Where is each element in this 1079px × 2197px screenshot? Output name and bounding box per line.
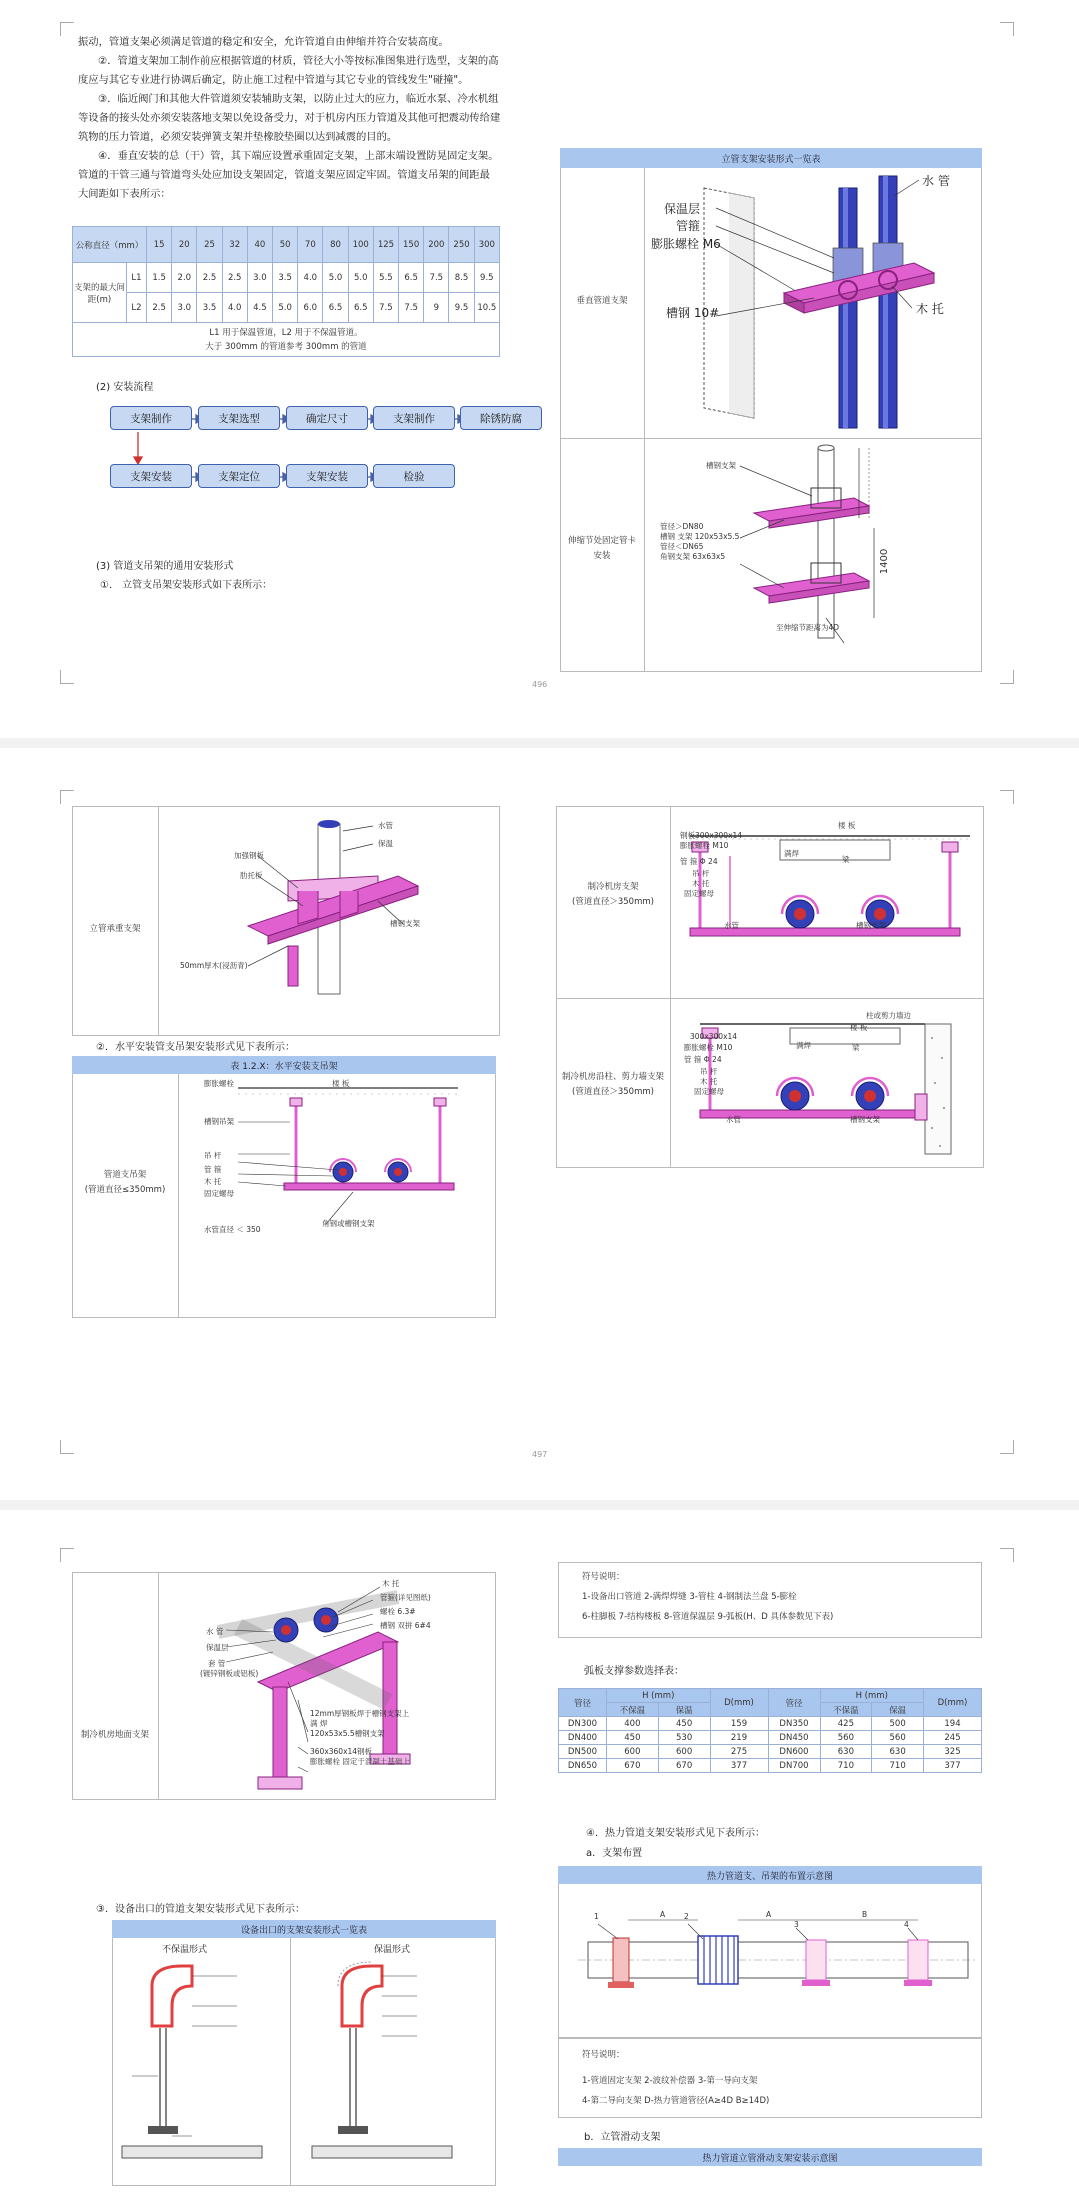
row-label: 支架的最大间距(m) [73, 263, 127, 323]
legend-line: 1-设备出口管道 2-满焊焊缝 3-管柱 4-钢制法兰盘 5-膨栓 [582, 1592, 797, 1602]
dimension-label: B [862, 1910, 868, 1919]
callout: 槽钢吊架 [204, 1117, 234, 1126]
row-name: L1 [127, 263, 147, 293]
dimension-label: A [660, 1910, 666, 1919]
row-label-sub: (管道直径＞350mm) [572, 897, 654, 907]
page-498 [0, 1510, 1079, 2197]
legend-title: 符号说明： [582, 1572, 625, 1582]
corner-mark [60, 1548, 74, 1562]
cell: 560 [872, 1731, 924, 1745]
cell: 560 [820, 1731, 872, 1745]
legend-line: 4-第二导向支架 D-热力管道管径(A≥4D B≥14D) [582, 2096, 770, 2106]
callout: 360x360x14钢板 [310, 1747, 373, 1756]
section-subtitle: ④．热力管道支架安装形式见下表所示： [586, 1828, 765, 1839]
cell: 5.0 [273, 293, 298, 323]
cell: DN700 [768, 1759, 820, 1773]
row-label-text: 管道支吊架 [103, 1170, 147, 1180]
paragraph: 振动，管道支架必须满足管道的稳定和安全，允许管道自由伸缩并符合安装高度。 [78, 36, 449, 48]
section-title: (3) 管道支吊架的通用安装形式 [96, 561, 234, 572]
page-number: 496 [532, 680, 548, 689]
callout: 水 管 [922, 174, 950, 188]
row-label-text: 制冷机房沿柱、剪力墙支架 [561, 1072, 664, 1082]
callout: 水管 [726, 1115, 741, 1124]
callout: 膨胀螺栓 [204, 1079, 234, 1088]
header-cell: H (mm) [820, 1689, 924, 1703]
flow-step: 支架制作 [373, 406, 455, 430]
flow-step: 检验 [373, 464, 455, 488]
header-cell: 保温 [658, 1703, 710, 1717]
paragraph: 大间距如下表所示： [78, 188, 171, 200]
callout: 水 管 [206, 1627, 224, 1636]
paragraph: 筑物的压力管道，必须安装弹簧支架并垫橡胶垫圈以达到减震的目的。 [78, 131, 398, 143]
row-label: 垂直管道支架 [576, 296, 628, 306]
callout: 柱或剪力墙边 [866, 1011, 911, 1020]
callout: 管箍(详见图纸) [380, 1593, 431, 1602]
cell: 2.5 [147, 293, 172, 323]
callout: 固定螺母 [684, 889, 714, 898]
legend-line: 6-柱脚板 7-结构楼板 8-管道保温层 9-弧板(H、D 具体参数见下表) [582, 1612, 834, 1622]
cell: 377 [710, 1759, 768, 1773]
header-cell: 70 [298, 227, 323, 263]
cell: 6.5 [323, 293, 348, 323]
cell: 5.0 [348, 263, 373, 293]
callout: 角钢支架 63x63x5 [660, 552, 726, 561]
cell: 6.5 [399, 263, 424, 293]
cell: 159 [710, 1717, 768, 1731]
cell: 3.0 [247, 263, 272, 293]
flow-step: 支架制作 [110, 406, 192, 430]
callout: 槽钢 支架 120x53x5.5 [660, 532, 740, 541]
cell: 600 [658, 1745, 710, 1759]
cell: 4.5 [247, 293, 272, 323]
row-label [76, 1168, 174, 1198]
table-title: 设备出口的支架安装形式一览表 [112, 1920, 496, 1938]
cell: DN400 [559, 1731, 607, 1745]
callout: 木 托 [692, 879, 710, 888]
header-cell: 50 [273, 227, 298, 263]
header-cell: 250 [449, 227, 474, 263]
header-cell: 管径 [559, 1689, 607, 1717]
callout: 钢板300x300x14 [680, 831, 743, 840]
callout: 保温 [378, 839, 393, 848]
callout: 膨胀螺栓 M10 [684, 1043, 733, 1052]
callout: 保温层 [664, 202, 701, 216]
flow-step: 支架安装 [110, 464, 192, 488]
sub-heading: b．立管滑动支架 [584, 2132, 661, 2143]
callout: 12mm厚钢板焊于槽钢支架上 [310, 1709, 410, 1718]
header-cell: H (mm) [607, 1689, 711, 1703]
section-subtitle: ①． 立管支吊架安装形式如下表所示： [100, 580, 273, 591]
note-line: 大于 300mm 的管道参考 300mm 的管道 [205, 341, 367, 352]
callout: 吊 杆 [700, 1067, 718, 1076]
cell: DN350 [768, 1717, 820, 1731]
paragraph: 度应与其它专业进行协调后确定，防止施工过程中管道与其它专业的管线发生"碰撞"。 [78, 74, 469, 86]
callout: 楼 板 [838, 821, 856, 830]
callout: 300x300x14 [690, 1032, 738, 1041]
header-cell: 100 [348, 227, 373, 263]
flow-step: 支架定位 [198, 464, 280, 488]
callout: 固定螺母 [204, 1189, 234, 1198]
header-cell: D(mm) [924, 1689, 982, 1717]
cell: 245 [924, 1731, 982, 1745]
paragraph: ②．管道支架加工制作前应根据管道的材质，管径大小等按标准图集进行选型，支架的高 [98, 55, 499, 67]
cell: 194 [924, 1717, 982, 1731]
corner-mark [1000, 1548, 1014, 1562]
cell: 710 [872, 1759, 924, 1773]
callout: 膨胀螺栓 M6 [651, 237, 721, 251]
header-cell: 80 [323, 227, 348, 263]
corner-mark [60, 1440, 74, 1454]
callout: 槽钢支架 [850, 1115, 880, 1124]
callout: 管 箍 Φ 24 [680, 857, 718, 866]
cell: 7.5 [399, 293, 424, 323]
header-cell: 20 [172, 227, 197, 263]
cell: 5.0 [323, 263, 348, 293]
paragraph: 等设备的接头处亦须安装落地支架以免设备受力，对于机房内压力管道及其他可把震动传给建 [78, 112, 501, 124]
cell: 630 [820, 1745, 872, 1759]
flow-step: 确定尺寸 [286, 406, 368, 430]
callout: 固定螺母 [694, 1087, 724, 1096]
cell: DN600 [768, 1745, 820, 1759]
cell: DN300 [559, 1717, 607, 1731]
callout: 楼 板 [850, 1023, 868, 1032]
cell: 6.5 [348, 293, 373, 323]
callout: 120x53x5.5槽钢支架 [310, 1729, 385, 1738]
callout: 螺栓 6.3# [380, 1607, 416, 1616]
equip-outlet-drawing [112, 1956, 496, 2186]
flow-step: 支架安装 [286, 464, 368, 488]
cell: 2.0 [172, 263, 197, 293]
cell: 3.5 [273, 263, 298, 293]
cell: 2.5 [197, 263, 222, 293]
header-cell: 32 [222, 227, 247, 263]
row-label: 立管承重支架 [89, 924, 141, 934]
callout: 槽钢支架 [706, 461, 736, 470]
cell: 7.5 [373, 293, 398, 323]
callout: 管径＞DN80 [660, 522, 704, 531]
header-cell: 125 [373, 227, 398, 263]
table-title: 热力管道支、吊架的布置示意图 [558, 1866, 982, 1884]
callout: 套 管 [208, 1659, 226, 1668]
callout: 角钢或槽钢支架 [322, 1219, 375, 1228]
callout: 管 箍 Φ 24 [684, 1055, 722, 1064]
header-cell: 300 [474, 227, 499, 263]
table-title: 立管支架安装形式一览表 [560, 148, 982, 168]
row-label [558, 1070, 668, 1100]
section-subtitle: 弧板支撑参数选择表： [584, 1666, 684, 1677]
corner-mark [60, 790, 74, 804]
dimension-label: A [766, 1910, 772, 1919]
corner-mark [1000, 790, 1014, 804]
callout: 水管 [378, 821, 393, 830]
callout: 水管直径 ＜ 350 [204, 1225, 261, 1234]
cell: 670 [607, 1759, 659, 1773]
cell: 219 [710, 1731, 768, 1745]
row-label-sub: (管道直径＞350mm) [572, 1087, 654, 1097]
cell: 275 [710, 1745, 768, 1759]
cell: 9.5 [474, 263, 499, 293]
callout: 至伸缩节距离为4D [776, 623, 840, 632]
callout: 50mm厚木(浸沥青) [180, 961, 248, 970]
callout: 梁 [852, 1043, 860, 1052]
cell: 3.0 [172, 293, 197, 323]
cell: 6.0 [298, 293, 323, 323]
cell: 530 [658, 1731, 710, 1745]
cell: 710 [820, 1759, 872, 1773]
row-label-text: 制冷机房支架 [587, 882, 639, 892]
header-cell: 150 [399, 227, 424, 263]
cell: DN650 [559, 1759, 607, 1773]
cell: 500 [872, 1717, 924, 1731]
cell: 325 [924, 1745, 982, 1759]
section-title: (2) 安装流程 [96, 382, 154, 393]
callout: 木 托 [204, 1177, 222, 1186]
callout: 梁 [842, 855, 850, 864]
table-title: 热力管道立管滑动支架安装示意图 [558, 2148, 982, 2166]
callout: 膨胀螺栓 M10 [680, 841, 729, 850]
header-cell: 40 [247, 227, 272, 263]
callout: 吊 杆 [692, 869, 710, 878]
page-number: 497 [532, 1450, 548, 1459]
callout: 槽钢支架 [856, 921, 886, 930]
callout: 膨胀螺栓 固定于混凝土基础上 [310, 1757, 410, 1766]
cell: 600 [607, 1745, 659, 1759]
callout: 木 托 [916, 302, 944, 316]
column-header: 不保温形式 [162, 1945, 208, 1955]
callout: 槽钢支架 [390, 919, 420, 928]
callout: 加强钢板 [234, 851, 264, 860]
callout: 满焊 [784, 849, 799, 858]
cell: 630 [872, 1745, 924, 1759]
cell: 450 [658, 1717, 710, 1731]
cell: 5.5 [373, 263, 398, 293]
cell: 2.5 [222, 263, 247, 293]
header-cell: 15 [147, 227, 172, 263]
cell: 8.5 [449, 263, 474, 293]
sub-heading: a．支架布置 [586, 1848, 643, 1859]
row-label: 制冷机房地面支架 [80, 1730, 149, 1740]
row-label: 伸缩节处固定管卡安装 [567, 536, 636, 561]
flow-step: 支架选型 [198, 406, 280, 430]
callout: 肋托板 [240, 871, 263, 880]
cell: 1.5 [147, 263, 172, 293]
cell: 4.0 [222, 293, 247, 323]
cell: 9 [424, 293, 449, 323]
header-cell: 保温 [872, 1703, 924, 1717]
cell: 9.5 [449, 293, 474, 323]
callout: 满焊 [796, 1041, 811, 1050]
cell: 400 [607, 1717, 659, 1731]
callout: 楼 板 [332, 1079, 350, 1088]
cell: 4.0 [298, 263, 323, 293]
callout: 保温层 [206, 1643, 229, 1652]
cell: DN450 [768, 1731, 820, 1745]
callout: 满 焊 [310, 1719, 328, 1728]
callout: 1 [594, 1912, 599, 1921]
column-header: 保温形式 [374, 1945, 411, 1955]
note-line: L1 用于保温管道，L2 用于不保温管道。 [209, 327, 363, 338]
header-cell: 不保温 [607, 1703, 659, 1717]
header-cell: 管径 [768, 1689, 820, 1717]
row-label [558, 880, 668, 910]
callout: 木 托 [382, 1579, 400, 1588]
callout: (镀锌钢板或铝板) [200, 1669, 259, 1678]
table-title: 表 1.2.X：水平安装支吊架 [72, 1056, 496, 1074]
arc-plate-table [558, 1688, 982, 1773]
riser-bearing-drawing [158, 806, 500, 1036]
callout: 4 [904, 1920, 909, 1929]
heat-pipe-layout-drawing [558, 1884, 982, 2038]
paragraph: ③．临近阀门和其他大件管道须安装辅助支架，以防止过大的应力，临近水泵、冷水机组 [98, 93, 499, 105]
row-label-sub: (管道直径≤350mm) [84, 1185, 166, 1195]
cell: 3.5 [197, 293, 222, 323]
paragraph: ④．垂直安装的总（干）管，其下端应设置承重固定支架，上部末端设置防晃固定支架。 [98, 150, 499, 162]
callout: 吊 杆 [204, 1151, 222, 1160]
flow-step: 除锈防腐 [460, 406, 542, 430]
paragraph: 管道的干管三通与管道弯头处应加设支架固定，管道支架应固定牢固。管道支吊架的间距最 [78, 169, 490, 181]
callout: 水管 [724, 921, 739, 930]
page-496 [0, 0, 1079, 738]
cell: 7.5 [424, 263, 449, 293]
header-cell: D(mm) [710, 1689, 768, 1717]
dimension-label: 1400 [879, 548, 891, 575]
header-cell: 200 [424, 227, 449, 263]
callout: 木 托 [700, 1077, 718, 1086]
row-name: L2 [127, 293, 147, 323]
legend-line: 1-管道固定支架 2-波纹补偿器 3-第一导向支架 [582, 2076, 758, 2086]
cell: 10.5 [474, 293, 499, 323]
cell: DN500 [559, 1745, 607, 1759]
page-497 [0, 748, 1079, 1500]
callout: 管径＜DN65 [660, 542, 704, 551]
legend-title: 符号说明： [582, 2050, 625, 2060]
header-cell: 25 [197, 227, 222, 263]
cell: 377 [924, 1759, 982, 1773]
section-subtitle: ②．水平安装管支吊架安装形式见下表所示： [96, 1042, 295, 1053]
callout: 管箍 [676, 219, 701, 233]
callout: 3 [794, 1920, 799, 1929]
callout: 槽钢 10# [666, 306, 720, 320]
header-cell: 不保温 [820, 1703, 872, 1717]
callout: 槽钢 双拼 6#4 [380, 1621, 431, 1630]
section-subtitle: ③．设备出口的管道支架安装形式见下表所示： [96, 1904, 305, 1915]
cell: 425 [820, 1717, 872, 1731]
callout: 管 箍 [204, 1165, 222, 1174]
callout: 2 [684, 1912, 689, 1921]
cell: 670 [658, 1759, 710, 1773]
cell: 450 [607, 1731, 659, 1745]
header-cell: 公称直径（mm） [73, 227, 147, 263]
corner-mark [1000, 1440, 1014, 1454]
